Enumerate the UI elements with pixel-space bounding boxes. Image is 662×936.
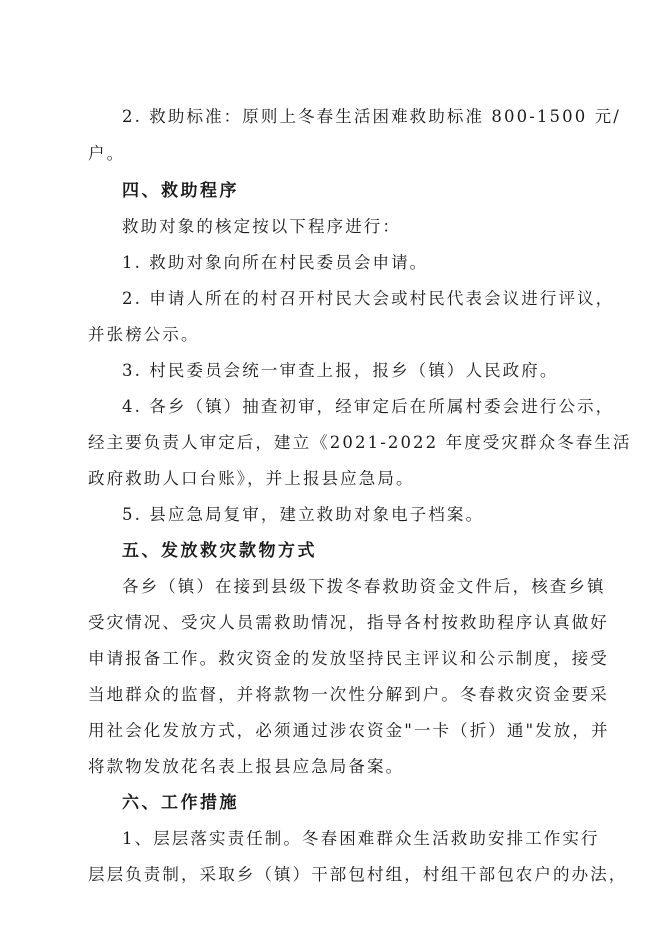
- section-heading: 五、发放救灾款物方式: [122, 541, 317, 561]
- paragraph-line: 申请报备工作。救灾资金的发放坚持民主评议和公示制度，接受: [88, 649, 609, 668]
- paragraph-line: 户。: [88, 144, 126, 163]
- paragraph-line: 2. 救助标准：原则上冬春生活困难救助标准 800-1500 元/: [122, 107, 621, 126]
- paragraph-line: 将款物发放花名表上报县应急局备案。: [88, 757, 405, 776]
- paragraph-line: 5. 县应急局复审，建立救助对象电子档案。: [122, 505, 485, 524]
- paragraph-line: 并张榜公示。: [88, 325, 200, 344]
- paragraph-line: 2. 申请人所在的村召开村民大会或村民代表会议进行评议，: [122, 289, 615, 308]
- paragraph-line: 政府救助人口台账》，并上报县应急局。: [88, 469, 415, 488]
- paragraph-line: 各乡（镇）在接到县级下拨冬春救助资金文件后，核查乡镇: [122, 577, 606, 596]
- paragraph-line: 当地群众的监督，并将款物一次性分解到户。冬春救灾资金要采: [88, 685, 609, 704]
- paragraph-line: 救助对象的核定按以下程序进行：: [122, 217, 401, 236]
- paragraph-line: 层层负责制，采取乡（镇）干部包村组，村组干部包农户的办法，: [88, 865, 628, 884]
- paragraph-line: 用社会化发放方式，必须通过涉农资金"一卡（折）通"发放，并: [88, 721, 610, 740]
- section-heading: 六、工作措施: [122, 793, 239, 813]
- paragraph-line: 受灾情况、受灾人员需救助情况，指导各村按救助程序认真做好: [88, 613, 609, 632]
- paragraph-line: 1. 救助对象向所在村民委员会申请。: [122, 253, 429, 272]
- paragraph-line: 1、层层落实责任制。冬春困难群众生活救助安排工作实行: [122, 829, 600, 848]
- paragraph-line: 经主要负责人审定后，建立《2021-2022 年度受灾群众冬春生活: [88, 433, 632, 452]
- paragraph-line: 3. 村民委员会统一审查上报，报乡（镇）人民政府。: [122, 361, 559, 380]
- paragraph-line: 4. 各乡（镇）抽查初审，经审定后在所属村委会进行公示，: [122, 397, 615, 416]
- section-heading: 四、救助程序: [122, 181, 239, 201]
